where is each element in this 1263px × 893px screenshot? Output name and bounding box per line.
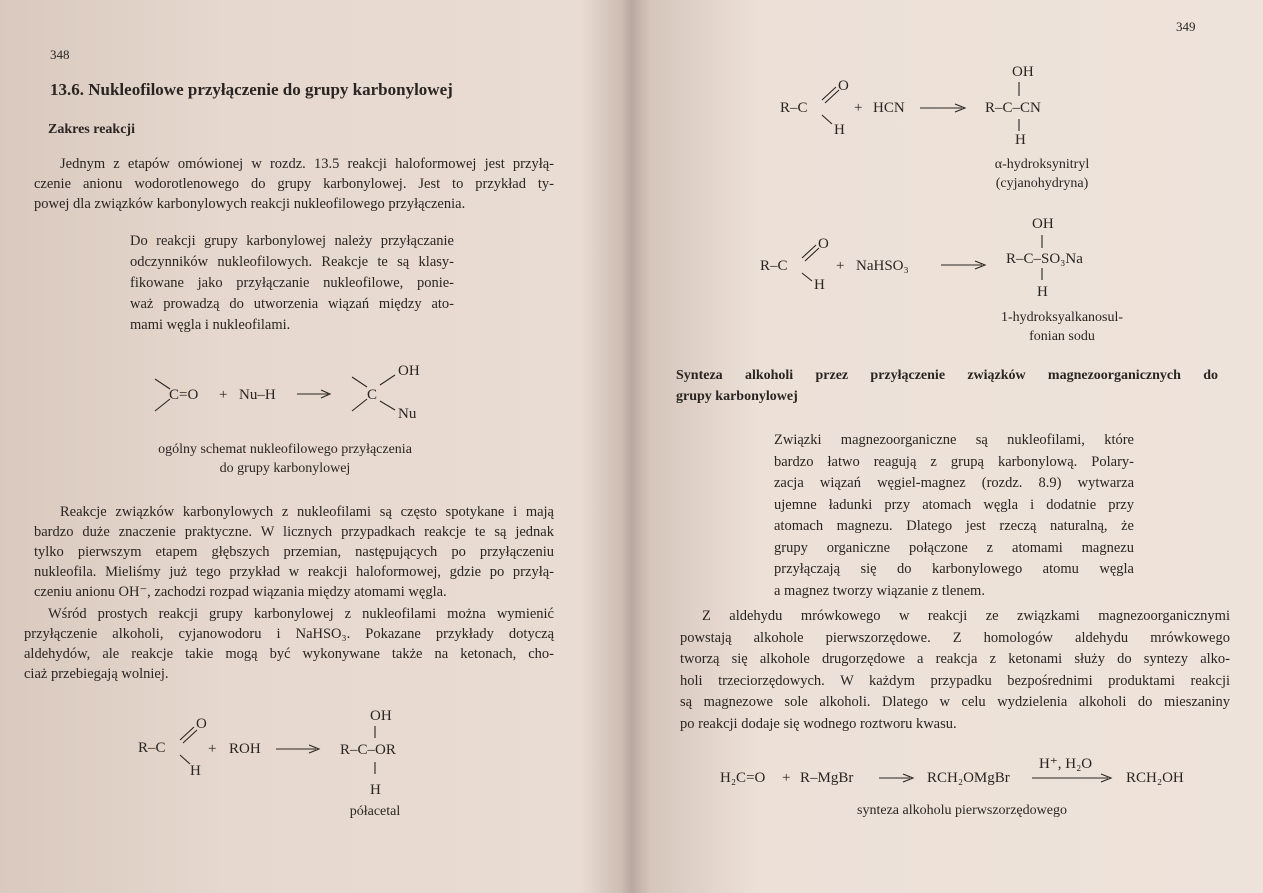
heading-line: Synteza alkoholi przez przyłączenie związków magnezoorganicznych do <box>676 368 1218 383</box>
text-line: Jednym z etapów omówionej w rozdz. 13.5 reakcji haloformowej jest przyłą- <box>60 156 554 172</box>
text-line: holi trzeciorzędowych. W każdym przypadku bezpośrednimi produktami reakcji <box>680 672 1230 689</box>
reagent-label: Nu–H <box>239 387 276 403</box>
reagent-label: R–MgBr <box>800 770 854 786</box>
oxygen-label: O <box>838 78 849 94</box>
text-line: a magnez tworzy wiązanie z tlenem. <box>774 582 985 599</box>
section-heading <box>676 365 1218 407</box>
double-bond <box>822 87 839 103</box>
reagent-label: ROH <box>229 741 261 757</box>
text-line: Wśród prostych reakcji grupy karbonylowej z nukleofilami można wymienić <box>48 606 554 622</box>
text-line: bardzo łatwo reagują z grupą karbonylową. Polary- <box>774 453 1134 470</box>
page-number: 349 <box>1176 19 1196 34</box>
hydrogen-label: H <box>814 277 825 293</box>
text-line: powej dla związków karbonylowych reakcji nukleofilowego przyłączenia. <box>34 196 466 212</box>
caption-line: fonian sodu <box>1029 329 1095 344</box>
product-label: RCH₂OH <box>1126 770 1184 786</box>
subheading: Zakres reakcji <box>48 122 135 137</box>
plus-sign: + <box>854 100 863 116</box>
scheme-caption: synteza alkoholu pierwszorzędowego <box>857 803 1067 818</box>
text-line: Do reakcji grupy karbonylowej należy przyłączanie <box>130 233 454 249</box>
general-addition-scheme <box>140 355 440 430</box>
text-line: bardzo duże znaczenie praktyczne. W licznych przypadkach reakcje te są jednak <box>34 524 554 540</box>
cyanohydrin-scheme <box>772 58 1092 158</box>
oxygen-label: O <box>818 236 829 252</box>
heading-line: grupy karbonylowej <box>676 389 798 404</box>
text-line: ujemne ładunki przy atomach węgla i dodatnie przy <box>774 496 1134 513</box>
text-line: nukleofila. Mieliśmy już tego przykład w reakcji haloformowej, gdzie po przyłą- <box>34 564 554 580</box>
bond-line <box>180 755 190 764</box>
scheme-caption <box>982 308 1142 346</box>
plus-sign: + <box>836 258 845 274</box>
conditions-label: H⁺, H₂O <box>1039 756 1093 772</box>
product-label: R–C–OR <box>340 742 396 758</box>
page-number: 348 <box>50 47 70 62</box>
text-line: Z aldehydu mrówkowego w reakcji ze związkami magnezoorganicznymi <box>702 608 1230 624</box>
plus-sign: + <box>208 741 217 757</box>
product-label: R–C–CN <box>985 100 1041 116</box>
scheme-caption: półacetal <box>349 804 401 819</box>
text-line: przyłączenie alkoholi, cyjanowodoru i NaHSO₃. Pokazane przykłady dotyczą <box>24 626 554 642</box>
product-oh: OH <box>398 363 420 379</box>
paragraph-reactions <box>34 502 554 602</box>
oh-label: OH <box>370 708 392 724</box>
bisulfite-scheme <box>752 210 1132 310</box>
left-page <box>0 0 610 893</box>
oxygen-label: O <box>196 716 207 732</box>
text-line: są magnezowe sole alkoholi. Dlatego w celu wydzielenia alkoholi do mieszaniny <box>680 694 1230 710</box>
section-heading: 13.6. Nukleofilowe przyłączenie do grupy karbonylowej <box>50 80 453 99</box>
reactant-label: H₂C=O <box>720 770 766 786</box>
aldehyde-label: R–C <box>780 100 808 116</box>
hydrogen-label: H <box>834 122 845 138</box>
oh-label: OH <box>1032 216 1054 232</box>
caption-line: ogólny schemat nukleofilowego przyłączenia <box>158 442 412 457</box>
paragraph-grignard <box>680 606 1230 735</box>
caption-line: do grupy karbonylowej <box>219 461 351 476</box>
caption-line: 1-hydroksyalkanosul- <box>1000 310 1124 325</box>
bond-line <box>822 115 832 124</box>
bond-line <box>352 399 367 411</box>
oh-label: OH <box>1012 64 1034 80</box>
hydrogen-label: H <box>370 782 381 798</box>
reactant-label: C=O <box>169 387 199 403</box>
product-label: R–C–SO₃Na <box>1006 251 1083 267</box>
bond-line <box>380 375 395 385</box>
reagent-label: NaHSO₃ <box>856 258 909 274</box>
text-line: czenie anionu wodorotlenowego do grupy karbonylowej. Jest to przykład ty- <box>34 176 554 192</box>
text-line: grupy organiczne połączone z atomami magnezu <box>774 539 1134 556</box>
paragraph-simple-reactions <box>24 604 554 684</box>
hydrogen-label: H <box>1015 132 1026 148</box>
text-line: tylko pierwszym etapem głębszych przemian, następujących po przyłączeniu <box>34 544 554 560</box>
right-page <box>612 0 1263 893</box>
text-line: zacja wiązań węgiel-magnez (rozdz. 8.9) wytwarza <box>774 475 1134 491</box>
caption-line: α-hydroksynitryl <box>994 157 1090 172</box>
caption-line: (cyjanohydryna) <box>995 176 1089 191</box>
double-bond <box>180 727 197 743</box>
text-line: waż prowadzą do utworzenia wiązań między ato- <box>130 296 454 312</box>
text-line: Związki magnezoorganiczne są nukleofilami, które <box>774 432 1134 448</box>
scheme-caption <box>130 440 440 478</box>
product-nu: Nu <box>398 406 417 422</box>
text-line: odczynników nukleofilowych. Reakcje te są klasy- <box>130 254 454 270</box>
text-line: przyłączają się do karbonylowego atomu węgla <box>774 561 1134 577</box>
text-line: ciaż przebiegają wolniej. <box>24 666 169 682</box>
reagent-label: HCN <box>873 100 905 116</box>
text-line: Reakcje związków karbonylowych z nukleofilami są często spotykane i mają <box>60 504 554 520</box>
intro-paragraph <box>34 154 554 214</box>
bond-line <box>380 401 395 410</box>
aldehyde-label: R–C <box>138 740 166 756</box>
definition-box <box>130 231 454 336</box>
grignard-scheme <box>712 748 1212 793</box>
bond-line <box>802 273 812 281</box>
intermediate-label: RCH₂OMgBr <box>927 770 1010 786</box>
hemiacetal-scheme <box>130 700 450 800</box>
text-line: po reakcji dodaje się wodnego roztworu kwasu. <box>680 715 957 732</box>
aldehyde-label: R–C <box>760 258 788 274</box>
bond-line <box>155 399 170 411</box>
text-line: czeniu anionu OH⁻, zachodzi rozpad wiązania między atomami węgla. <box>34 584 447 600</box>
bond-line <box>352 377 367 387</box>
text-line: tworzą się alkohole drugorzędowe a reakcja z ketonami służy do syntezy alko- <box>680 651 1230 667</box>
text-line: aldehydów, ale reakcje takie mogą być wykonywane także na ketonach, cho- <box>24 646 554 662</box>
hydrogen-label: H <box>190 763 201 779</box>
plus-sign: + <box>782 770 791 786</box>
scheme-caption <box>952 155 1132 193</box>
plus-sign: + <box>219 387 228 403</box>
hydrogen-label: H <box>1037 284 1048 300</box>
definition-box <box>774 430 1134 602</box>
text-line: mami węgla i nukleofilami. <box>130 317 291 333</box>
text-line: fikowane jako przyłączanie nukleofilowe, ponie- <box>130 275 454 291</box>
double-bond <box>802 245 819 261</box>
product-carbon: C <box>367 387 378 403</box>
text-line: powstają alkohole pierwszorzędowe. Z homologów aldehydu mrówkowego <box>680 629 1230 646</box>
bond-line <box>155 379 170 389</box>
text-line: atomach magnezu. Dlatego jest rzeczą naturalną, że <box>774 518 1134 534</box>
